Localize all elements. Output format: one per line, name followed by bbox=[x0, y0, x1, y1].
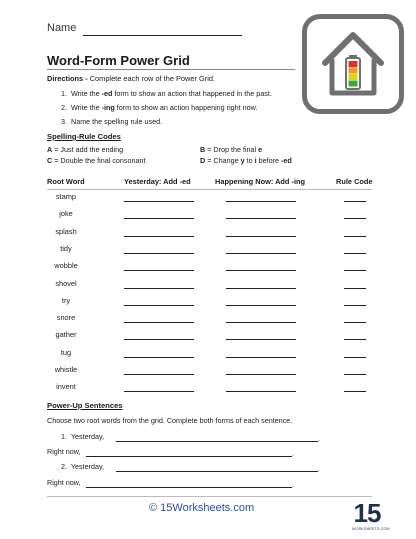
ing-form-blank[interactable] bbox=[226, 305, 296, 306]
root-word: gather bbox=[55, 330, 77, 340]
ed-form-blank[interactable] bbox=[124, 270, 194, 271]
code-text: = Drop the final bbox=[207, 145, 259, 154]
root-word: whistle bbox=[54, 365, 78, 374]
ing-form-blank[interactable] bbox=[226, 270, 296, 271]
name-label: Name bbox=[47, 22, 77, 34]
battery-bar-yellow bbox=[349, 74, 358, 80]
root-word: wobble bbox=[54, 261, 78, 271]
code-text: = Double the final consonant bbox=[54, 156, 146, 165]
ed-form-blank[interactable] bbox=[124, 305, 194, 306]
footer-divider bbox=[47, 496, 372, 497]
root-word: stamp bbox=[55, 192, 77, 201]
brand-logo bbox=[352, 498, 390, 531]
rule-code-blank[interactable] bbox=[344, 270, 366, 271]
house-battery-icon bbox=[302, 14, 404, 114]
column-header-rule-code: Rule Code bbox=[336, 177, 373, 186]
root-word: tidy bbox=[60, 243, 72, 253]
rule-code-blank[interactable] bbox=[344, 339, 366, 340]
ed-form-blank[interactable] bbox=[124, 391, 194, 392]
copyright-symbol: © bbox=[149, 502, 158, 514]
ing-form-blank[interactable] bbox=[226, 391, 296, 392]
code-key: D bbox=[200, 156, 206, 165]
directions-label: Directions - bbox=[47, 74, 88, 83]
ing-form-blank[interactable] bbox=[226, 253, 296, 254]
root-word: joke bbox=[59, 209, 73, 219]
ed-form-blank[interactable] bbox=[124, 322, 194, 323]
root-word: try bbox=[61, 295, 71, 305]
code-emphasis: -ed bbox=[280, 156, 292, 165]
ing-form-blank[interactable] bbox=[226, 374, 296, 375]
code-key: B bbox=[200, 145, 206, 154]
sentences-instruction: Choose two root words from the grid. Complete both forms of each sentence. bbox=[47, 416, 293, 425]
directions bbox=[47, 74, 215, 83]
code-emphasis: i bbox=[254, 156, 257, 165]
code-emphasis: y bbox=[240, 156, 245, 165]
grid-header-divider bbox=[47, 189, 372, 190]
battery-bar-orange bbox=[349, 68, 358, 74]
sentence-lead: Yesterday, bbox=[70, 432, 105, 441]
ed-form-blank[interactable] bbox=[124, 374, 194, 375]
ed-form-blank[interactable] bbox=[124, 236, 194, 237]
sentence-number: 1. bbox=[61, 432, 67, 441]
rule-code-blank[interactable] bbox=[344, 218, 366, 219]
sentence-1-follow-blank[interactable] bbox=[86, 456, 292, 457]
ed-form-blank[interactable] bbox=[124, 253, 194, 254]
code-a bbox=[47, 145, 123, 154]
title-divider bbox=[47, 69, 295, 70]
direction-step bbox=[61, 89, 272, 98]
ing-form-blank[interactable] bbox=[226, 322, 296, 323]
sentence-2-lead bbox=[61, 462, 104, 471]
code-text: = Change bbox=[207, 156, 241, 165]
column-header-ed: Yesterday: Add -ed bbox=[124, 177, 191, 186]
ing-form-blank[interactable] bbox=[226, 218, 296, 219]
code-key: C bbox=[47, 156, 53, 165]
directions-text: Complete each row of the Power Grid. bbox=[89, 74, 216, 83]
sentence-1-lead bbox=[61, 432, 104, 441]
step-emphasis: -ed bbox=[101, 89, 113, 98]
rule-code-blank[interactable] bbox=[344, 201, 366, 202]
ed-form-blank[interactable] bbox=[124, 201, 194, 202]
sentence-2-follow: Right now, bbox=[47, 478, 81, 487]
step-text: form to show an action that happened in the past. bbox=[112, 89, 272, 98]
column-header-ing: Happening Now: Add -ing bbox=[215, 177, 306, 186]
root-word: snore bbox=[56, 313, 76, 323]
rule-code-blank[interactable] bbox=[344, 391, 366, 392]
rule-code-blank[interactable] bbox=[344, 305, 366, 306]
step-text: Write the bbox=[71, 89, 102, 98]
site-link[interactable]: 15Worksheets.com bbox=[160, 502, 255, 514]
ing-form-blank[interactable] bbox=[226, 357, 296, 358]
sentence-2-follow-blank[interactable] bbox=[86, 487, 292, 488]
ing-form-blank[interactable] bbox=[226, 339, 296, 340]
name-field[interactable] bbox=[83, 35, 242, 36]
rule-code-blank[interactable] bbox=[344, 357, 366, 358]
step-number: 1. bbox=[61, 89, 67, 98]
sentence-lead: Yesterday, bbox=[70, 462, 105, 471]
step-text: form to show an action happening right now. bbox=[114, 103, 258, 112]
sentences-heading: Power-Up Sentences bbox=[47, 401, 123, 410]
battery-bar-red bbox=[349, 61, 358, 67]
ed-form-blank[interactable] bbox=[124, 218, 194, 219]
code-b bbox=[200, 145, 262, 154]
rule-code-blank[interactable] bbox=[344, 236, 366, 237]
rule-code-blank[interactable] bbox=[344, 288, 366, 289]
rule-code-blank[interactable] bbox=[344, 374, 366, 375]
code-c bbox=[47, 156, 146, 165]
code-text: = Just add the ending bbox=[54, 145, 124, 154]
step-text: Name the spelling rule used. bbox=[71, 117, 163, 126]
root-word: shovel bbox=[55, 278, 77, 288]
step-emphasis: -ing bbox=[101, 103, 115, 112]
ed-form-blank[interactable] bbox=[124, 339, 194, 340]
brand-subtitle: WORKSHEETS.COM bbox=[352, 527, 390, 531]
sentence-1-blank[interactable] bbox=[116, 441, 318, 442]
ed-form-blank[interactable] bbox=[124, 357, 194, 358]
codes-heading: Spelling-Rule Codes bbox=[47, 132, 121, 141]
sentence-number: 2. bbox=[61, 462, 67, 471]
sentence-1-follow: Right now, bbox=[47, 447, 81, 456]
ed-form-blank[interactable] bbox=[124, 288, 194, 289]
brand-number: 15 bbox=[353, 498, 381, 528]
code-emphasis: e bbox=[258, 145, 263, 154]
battery-bar-green bbox=[349, 81, 358, 87]
footer-credit[interactable] bbox=[149, 502, 254, 514]
sentence-2-blank[interactable] bbox=[116, 471, 318, 472]
column-header-root-word: Root Word bbox=[47, 177, 85, 186]
sentence-period: . bbox=[318, 464, 320, 473]
ing-form-blank[interactable] bbox=[226, 236, 296, 237]
root-word: splash bbox=[55, 226, 77, 236]
direction-step bbox=[61, 103, 257, 112]
code-text: before bbox=[256, 156, 281, 165]
sentence-period: . bbox=[292, 480, 294, 489]
page-title: Word-Form Power Grid bbox=[47, 53, 190, 68]
direction-step bbox=[61, 117, 162, 126]
step-number: 3. bbox=[61, 117, 67, 126]
rule-code-blank[interactable] bbox=[344, 322, 366, 323]
step-number: 2. bbox=[61, 103, 67, 112]
ing-form-blank[interactable] bbox=[226, 201, 296, 202]
step-text: Write the bbox=[71, 103, 102, 112]
ing-form-blank[interactable] bbox=[226, 288, 296, 289]
sentence-period: . bbox=[292, 449, 294, 458]
root-word: tug bbox=[60, 347, 72, 357]
rule-code-blank[interactable] bbox=[344, 253, 366, 254]
code-key: A bbox=[47, 145, 53, 154]
code-text: to bbox=[244, 156, 255, 165]
sentence-period: . bbox=[318, 434, 320, 443]
root-word: invent bbox=[56, 382, 76, 392]
code-d bbox=[200, 156, 292, 165]
